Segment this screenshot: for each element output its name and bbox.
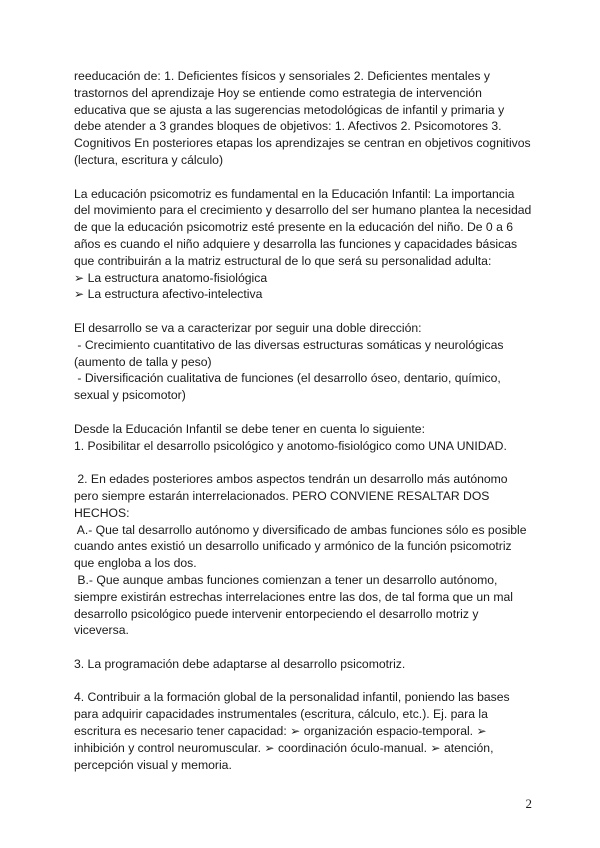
text-line: viceversa. [74, 623, 129, 638]
paragraph-punto-4 [74, 689, 534, 773]
text-line: Cognitivos En posteriores etapas los aprendizajes se centran en objetivos cognitivos [74, 136, 531, 151]
text-line: 3. La programación debe adaptarse al desarrollo psicomotriz. [74, 656, 406, 671]
text-line: A.- Que tal desarrollo autónomo y diversificado de ambas funciones sólo es posible [74, 522, 527, 537]
paragraph-reeducacion [74, 68, 534, 169]
page-number: 2 [525, 796, 532, 811]
text-line: del movimiento para el crecimiento y desarrollo del ser humano plantea la necesidad [74, 203, 532, 218]
page-body [74, 68, 534, 790]
text-line: HECHOS: [74, 505, 130, 520]
paragraph-doble-direccion [74, 320, 534, 404]
text-line: escritura es necesario tener capacidad: ➢ organización espacio-temporal. ➢ [74, 724, 487, 739]
text-line: que engloba a los dos. [74, 556, 197, 571]
text-line: ➢ La estructura afectivo-intelectiva [74, 287, 263, 302]
text-line: pero siempre estarán interrelacionados. PERO CONVIENE RESALTAR DOS [74, 488, 490, 503]
text-line: debe atender a 3 grandes bloques de objetivos: 1. Afectivos 2. Psicomotores 3. [74, 119, 502, 134]
text-line: 2. En edades posteriores ambos aspectos tendrán un desarrollo más autónomo [74, 472, 508, 487]
paragraph-educacion-psicomotriz [74, 186, 534, 304]
text-line: (lectura, escritura y cálculo) [74, 152, 224, 167]
text-line: para adquirir capacidades instrumentales (escritura, cálculo, etc.). Ej. para la [74, 707, 488, 722]
text-line: que contribuirán a la matriz estructural de lo que será su personalidad adulta: [74, 253, 492, 268]
text-line: (aumento de talla y peso) [74, 354, 212, 369]
text-line: años es cuando el niño adquiere y desarrolla las funciones y capacidades básicas [74, 236, 518, 251]
text-line: 1. Posibilitar el desarrollo psicológico y anotomo-fisiológico como UNA UNIDAD. [74, 438, 507, 453]
text-line: - Diversificación cualitativa de funciones (el desarrollo óseo, dentario, químico, [74, 371, 501, 386]
text-line: La educación psicomotriz es fundamental en la Educación Infantil: La importancia [74, 186, 515, 201]
text-line: sexual y psicomotor) [74, 388, 186, 403]
paragraph-punto-3 [74, 656, 534, 673]
text-line: reeducación de: 1. Deficientes físicos y sensoriales 2. Deficientes mentales y [74, 69, 490, 83]
text-line: de que la educación psicomotriz esté presente en la educación del niño. De 0 a 6 [74, 220, 514, 235]
text-line: siempre existirán estrechas interrelaciones entre las dos, de tal forma que un mal [74, 589, 513, 604]
text-line: desarrollo psicológico puede intervenir entorpeciendo el desarrollo motriz y [74, 606, 479, 621]
text-line: educativa que se ajusta a las sugerencias metodológicas de infantil y primaria y [74, 102, 505, 117]
text-line: inhibición y control neuromuscular. ➢ coordinación óculo-manual. ➢ atención, [74, 740, 494, 755]
text-line: El desarrollo se va a caracterizar por seguir una doble dirección: [74, 320, 422, 335]
text-line: Desde la Educación Infantil se debe tener en cuenta lo siguiente: [74, 421, 425, 436]
text-line: B.- Que aunque ambas funciones comienzan a tener un desarrollo autónomo, [74, 572, 498, 587]
paragraph-educacion-infantil [74, 421, 534, 455]
text-line: - Crecimiento cuantitativo de las diversas estructuras somáticas y neurológicas [74, 337, 504, 352]
text-line: 4. Contribuir a la formación global de la personalidad infantil, poniendo las bases [74, 690, 510, 705]
text-line: ➢ La estructura anatomo-fisiológica [74, 270, 268, 285]
text-line: trastornos del aprendizaje Hoy se entiende como estrategia de intervención [74, 85, 482, 100]
text-line: percepción visual y memoria. [74, 757, 232, 772]
paragraph-punto-2 [74, 471, 534, 639]
text-line: cuando antes existió un desarrollo unificado y armónico de la función psicomotriz [74, 539, 512, 554]
